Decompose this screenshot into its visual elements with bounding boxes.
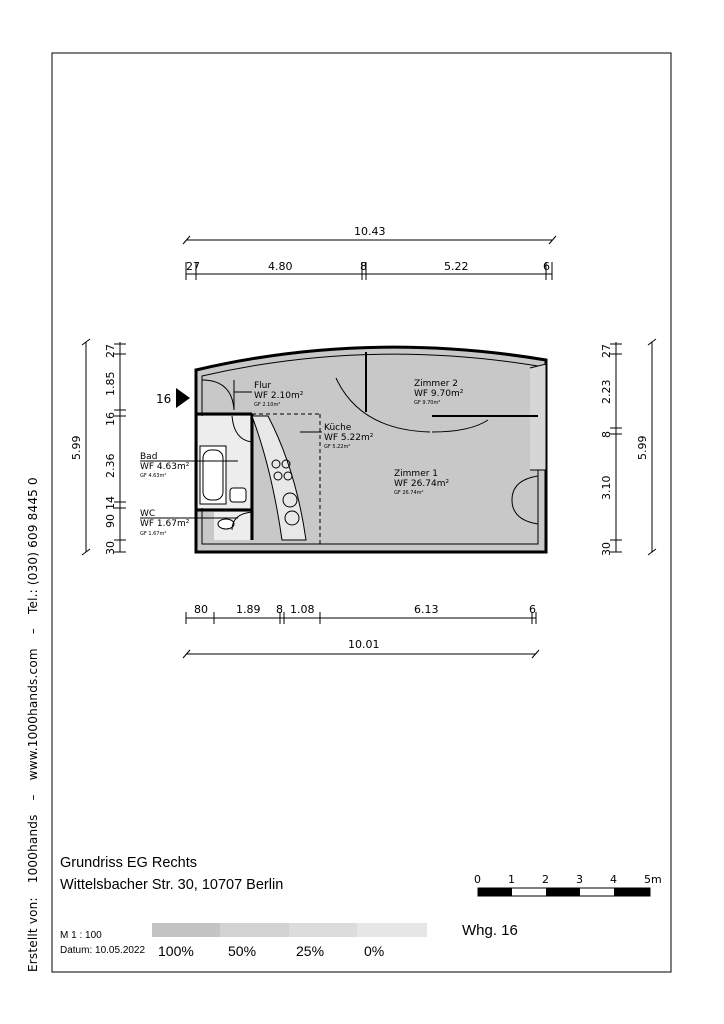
- svg-text:5.22: 5.22: [444, 260, 469, 273]
- scale-bar: [474, 873, 662, 896]
- svg-text:Zimmer 2: Zimmer 2: [414, 379, 459, 389]
- svg-text:GF 4.63m²: GF 4.63m²: [140, 473, 167, 479]
- credit-dash-1: –: [26, 794, 40, 801]
- svg-text:2.23: 2.23: [600, 379, 613, 404]
- svg-text:1.08: 1.08: [290, 603, 315, 616]
- svg-text:WF 26.74m²: WF 26.74m²: [394, 479, 450, 489]
- meta-block: [60, 928, 145, 958]
- legend-swatch-100: [152, 923, 222, 937]
- legend-swatch-25: [289, 923, 359, 937]
- dimension-top-segments: [186, 260, 552, 280]
- svg-text:27: 27: [600, 344, 613, 358]
- svg-text:30: 30: [104, 541, 117, 555]
- side-credit: [26, 467, 40, 972]
- svg-text:GF 9.70m²: GF 9.70m²: [414, 400, 441, 406]
- entrance-arrow-icon: [176, 388, 190, 408]
- dimension-bottom-segments: [186, 603, 536, 624]
- svg-text:5m: 5m: [644, 873, 662, 886]
- legend-label-100: 100%: [158, 943, 194, 959]
- credit-dash-2: –: [26, 628, 40, 635]
- svg-text:Flur: Flur: [254, 381, 272, 391]
- svg-text:GF 5.22m²: GF 5.22m²: [324, 444, 351, 450]
- svg-text:27: 27: [186, 260, 200, 273]
- svg-text:GF 1.67m²: GF 1.67m²: [140, 531, 167, 537]
- plan-address: Wittelsbacher Str. 30, 10707 Berlin: [60, 877, 284, 893]
- svg-text:Zimmer 1: Zimmer 1: [394, 469, 439, 479]
- svg-text:WF 9.70m²: WF 9.70m²: [414, 389, 464, 399]
- svg-text:8: 8: [360, 260, 367, 273]
- credit-website: www.1000hands.com: [26, 648, 40, 781]
- svg-text:WF 2.10m²: WF 2.10m²: [254, 391, 304, 401]
- credit-company: 1000hands: [26, 814, 40, 884]
- svg-text:4.80: 4.80: [268, 260, 293, 273]
- svg-text:2: 2: [542, 873, 549, 886]
- svg-text:10.01: 10.01: [348, 638, 380, 651]
- svg-text:10.43: 10.43: [354, 225, 386, 238]
- credit-created-by: Erstellt von:: [26, 897, 40, 972]
- dimension-left: [70, 339, 126, 555]
- svg-text:1.85: 1.85: [104, 371, 117, 396]
- entrance-label: 16: [156, 392, 172, 406]
- svg-text:1: 1: [508, 873, 515, 886]
- dimension-bottom-total: [183, 638, 539, 658]
- svg-text:Bad: Bad: [140, 452, 158, 462]
- svg-text:30: 30: [600, 542, 613, 556]
- svg-text:3: 3: [576, 873, 583, 886]
- dimension-right: [600, 339, 656, 556]
- svg-text:90: 90: [104, 514, 117, 528]
- legend-label-50: 50%: [228, 943, 257, 959]
- plan-date: Datum: 10.05.2022: [60, 945, 146, 956]
- credit-tel: Tel.: (030) 609 8445 0: [26, 477, 40, 614]
- apartment-number: Whg. 16: [462, 922, 518, 939]
- svg-text:16: 16: [104, 412, 117, 426]
- svg-text:WC: WC: [140, 509, 156, 519]
- svg-text:WF 4.63m²: WF 4.63m²: [140, 462, 190, 472]
- svg-text:5.99: 5.99: [636, 435, 649, 460]
- svg-text:GF 2.10m²: GF 2.10m²: [254, 402, 281, 408]
- svg-text:GF 26.74m²: GF 26.74m²: [394, 490, 424, 496]
- plan-scale: M 1 : 100: [60, 930, 102, 941]
- plan-title: Grundriss EG Rechts: [60, 855, 197, 871]
- svg-text:3.10: 3.10: [600, 475, 613, 500]
- svg-text:6: 6: [543, 260, 550, 273]
- floor-plan: [140, 347, 546, 552]
- svg-text:8: 8: [600, 431, 613, 438]
- svg-text:WF 5.22m²: WF 5.22m²: [324, 433, 374, 443]
- svg-text:4: 4: [610, 873, 617, 886]
- svg-text:1.89: 1.89: [236, 603, 261, 616]
- svg-text:8: 8: [276, 603, 283, 616]
- svg-text:WF 1.67m²: WF 1.67m²: [140, 519, 190, 529]
- legend-label-0: 0%: [364, 943, 385, 959]
- washbasin: [230, 488, 246, 502]
- svg-text:Küche: Küche: [324, 423, 352, 433]
- svg-text:6: 6: [529, 603, 536, 616]
- dimension-top-total: [183, 225, 556, 244]
- svg-text:80: 80: [194, 603, 208, 616]
- toilet: [218, 519, 234, 529]
- legend-swatch-0: [357, 923, 427, 937]
- svg-text:5.99: 5.99: [70, 435, 83, 460]
- svg-text:2.36: 2.36: [104, 453, 117, 478]
- legend-label-25: 25%: [296, 943, 325, 959]
- svg-text:14: 14: [104, 496, 117, 510]
- svg-text:6.13: 6.13: [414, 603, 439, 616]
- svg-text:27: 27: [104, 344, 117, 358]
- title-block: [60, 852, 283, 896]
- svg-text:0: 0: [474, 873, 481, 886]
- legend-swatch-50: [220, 923, 290, 937]
